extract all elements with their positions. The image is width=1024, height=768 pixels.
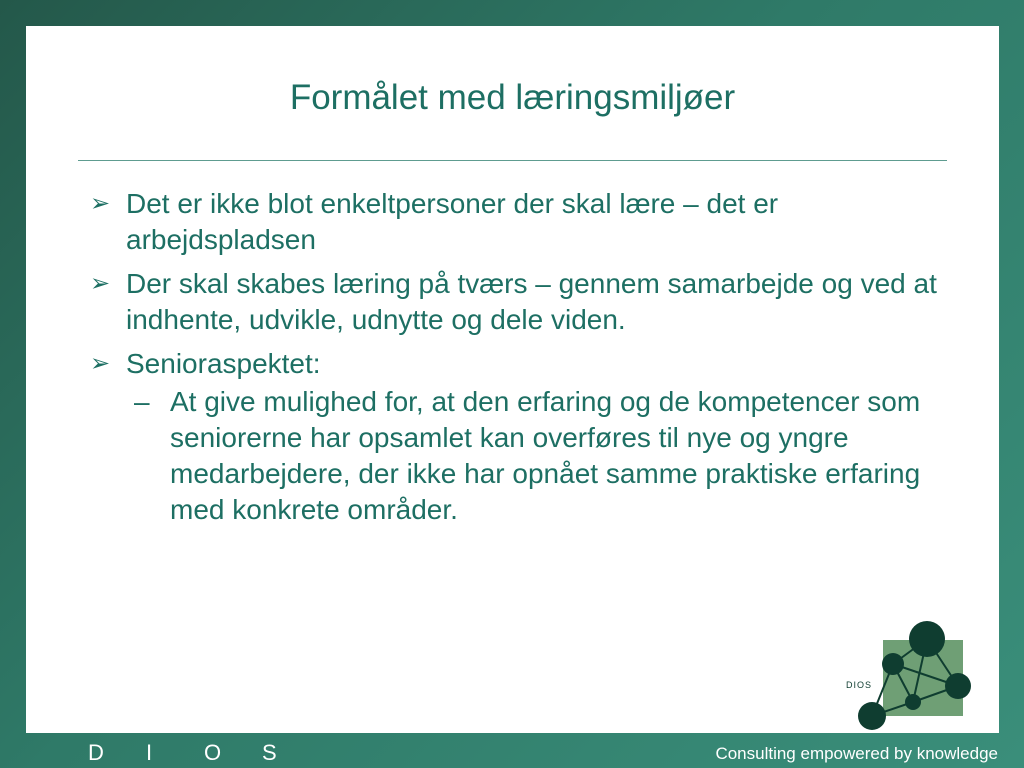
footer-letter: O [204,740,222,765]
arrow-bullet-icon: ➢ [90,270,111,297]
sub-bullet-item [90,384,960,528]
title-divider [78,160,947,161]
bullet-item [90,266,960,338]
footer-letter: S [262,740,277,765]
arrow-bullet-icon: ➢ [90,190,111,217]
footer-brand-letters [88,740,320,766]
arrow-bullet-icon: ➢ [90,350,111,377]
dios-network-logo [830,618,980,734]
bullet-text: Det er ikke blot enkeltpersoner der skal lære – det er arbejdspladsen [126,188,779,255]
dash-bullet-icon: – [134,386,150,417]
footer-letter: D [88,740,104,765]
footer-letter: I [146,740,153,765]
slide-title: Formålet med læringsmiljøer [289,78,736,117]
sub-bullet-text: At give mulighed for, at den erfaring og de kompetencer som seniorerne har opsamlet kan overføres til nye og yngre medarbejdere, der ikke har opnået samme praktiske erfaring med konkrete områder. [170,386,921,525]
bullet-text: Senioraspektet: [126,348,321,379]
footer-tagline: Consulting empowered by knowledge [715,744,998,763]
logo-wordmark: DIOS [846,680,873,690]
bullet-text: Der skal skabes læring på tværs – gennem samarbejde og ved at indhente, udvikle, udnytte og dele viden. [126,268,937,335]
bullet-list [90,186,960,528]
bullet-item [90,346,960,382]
bullet-item [90,186,960,258]
